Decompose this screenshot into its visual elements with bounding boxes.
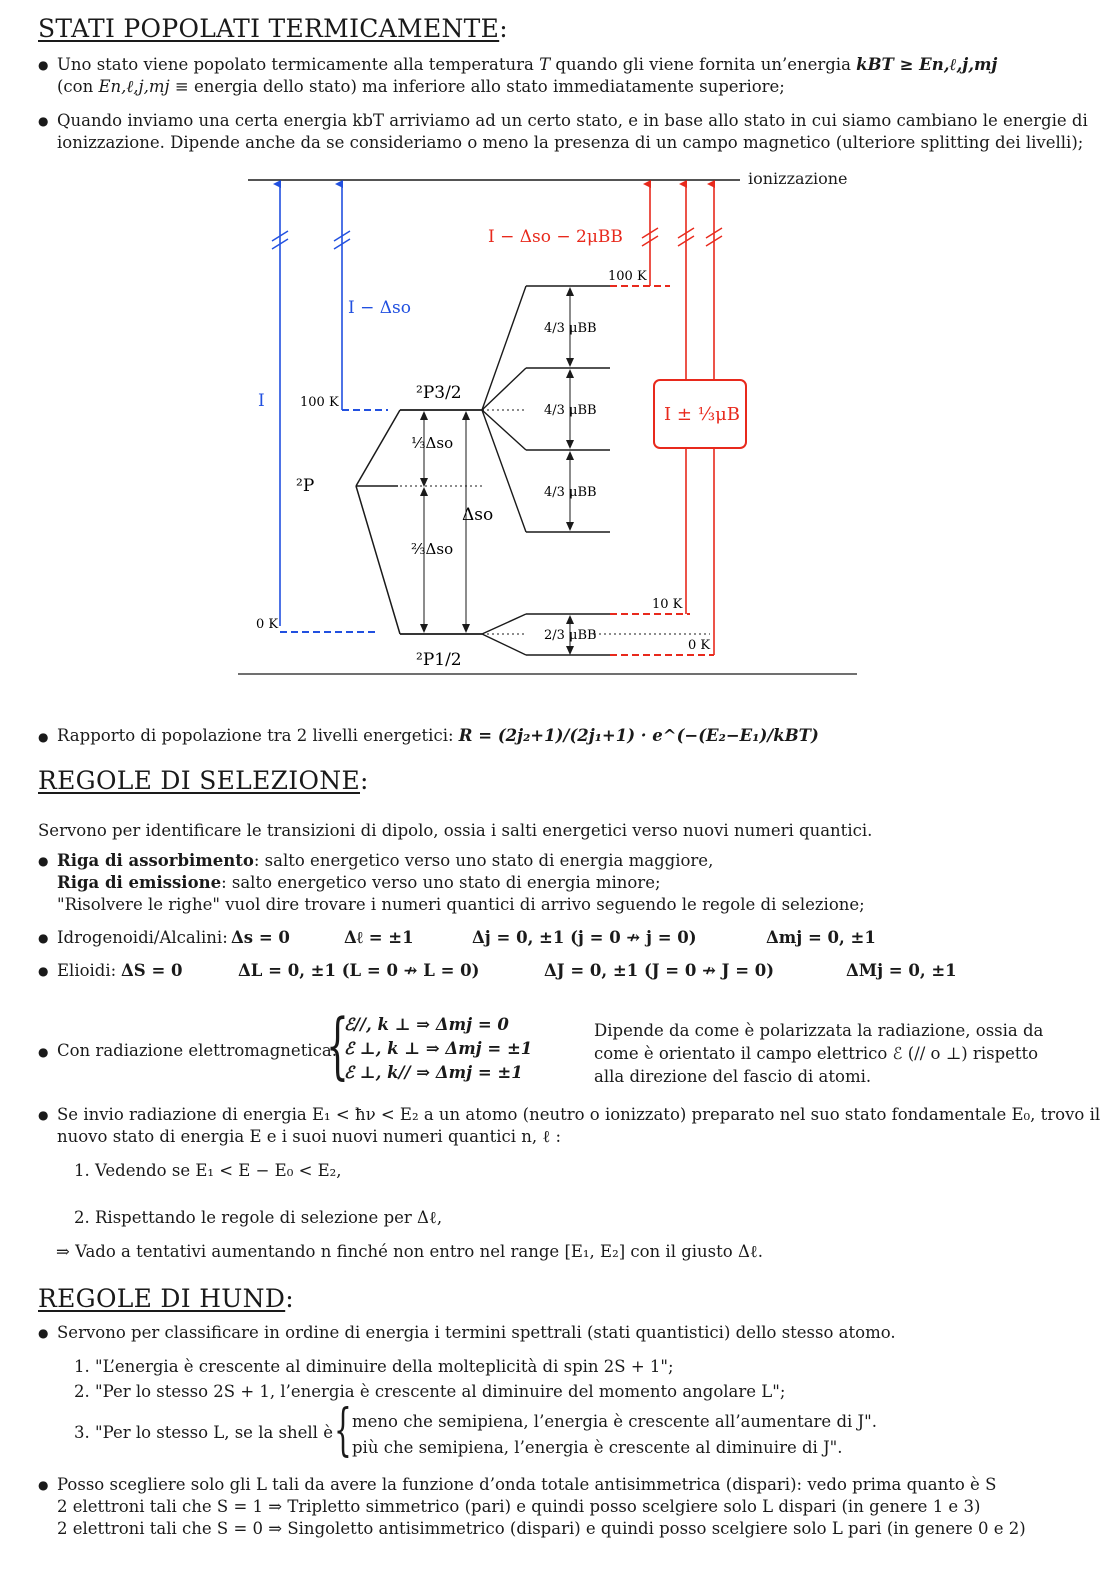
- hund-rule-1: 1. "L’energia è crescente al diminuire della molteplicità di spin 2S + 1";: [74, 1357, 674, 1376]
- state-2P3-2: ²P3/2: [416, 383, 462, 403]
- selezione-intro: Servono per identificare le transizioni di dipolo, ossia i salti energetici verso nuovi numeri quantici.: [38, 821, 873, 840]
- label-I-dso: I − Δso: [348, 298, 412, 318]
- ionization-label: ionizzazione: [748, 169, 848, 188]
- label-dso: Δso: [462, 505, 494, 525]
- regole-elioidi: ● Elioidi: ΔS = 0 ΔL = 0, ±1 (L = 0 ↛ L = 0) ΔJ = 0, ±1 (J = 0 ↛ J = 0) ΔMj = 0, ±1: [38, 961, 957, 980]
- bullet-rapporto: ● Rapporto di popolazione tra 2 livelli energetici: R = (2j₂+1)/(2j₁+1) · e^(−(E₂−E₁)/kBT): [38, 726, 819, 745]
- bullet-antisimmetrica: ● Posso scegliere solo gli L tali da avere la funzione d’onda totale antisimmetrica (dispari): vedo prima quanto è S 2 elettroni tali che S = 1 ⇒ Tripletto simmetrico (pari) e quindi posso scelgiere solo L dispari (in genere 1 e 3) 2 elettroni tali che S = 0 ⇒ Singoletto antisimmetrico (dispari) e quindi posso scelgiere solo L pari (in genere 0 e 2): [38, 1475, 1026, 1538]
- hund-rule-2: 2. "Per lo stesso 2S + 1, l’energia è crescente al diminuire del momento angolare L";: [74, 1382, 786, 1401]
- bullet-stato-popolato: ● Uno stato viene popolato termicamente alla temperatura T quando gli viene fornita un’energia kBT ≥ En,ℓ,j,mj (con En,ℓ,j,mj ≡ energia dello stato) ma inferiore allo stato immediatamente superiore;: [38, 55, 998, 96]
- label-two-thirds-dso: ⅔Δso: [411, 540, 454, 558]
- temp-0K-left: 0 K: [256, 617, 279, 632]
- section-title-hund: REGOLE DI HUND:: [38, 1284, 294, 1313]
- state-2P: ²P: [296, 476, 315, 496]
- temp-10K-right: 10 K: [652, 597, 683, 612]
- energy-level-diagram: [230, 158, 870, 683]
- state-2P1-2: ²P1/2: [416, 650, 462, 670]
- label-one-third-dso: ⅓Δso: [411, 434, 454, 452]
- regole-radiazione: ● Con radiazione elettromagnetica: { ℰ//, k ⊥ ⇒ Δmj = 0 ℰ ⊥, k ⊥ ⇒ Δmj = ±1 ℰ ⊥, k// ⇒ Δmj = ±1 Dipende da come è polarizzata la radiazione, ossia da come è orientato il campo elettrico ℰ (// o ⊥) rispetto alla direzione del fascio di atomi.: [38, 1003, 1044, 1087]
- label-mu-43-c: 4/3 μBB: [544, 485, 597, 500]
- label-red-ionization: I − Δso − 2μBB: [488, 227, 623, 247]
- label-mu-23: 2/3 μBB: [544, 628, 597, 643]
- label-mu-43-b: 4/3 μBB: [544, 403, 597, 418]
- hund-rule-3: 3. "Per lo stesso L, se la shell è { meno che semipiena, l’energia è crescente all’aumentare di J". più che semipiena, l’energia è crescente al diminuire di J".: [74, 1398, 877, 1463]
- hund-intro: ● Servono per classificare in ordine di energia i termini spettrali (stati quantistici) dello stesso atomo.: [38, 1323, 896, 1342]
- temp-100K-right: 100 K: [608, 269, 647, 284]
- section-title-stati: STATI POPOLATI TERMICAMENTE:: [38, 14, 508, 43]
- temp-0K-right: 0 K: [688, 638, 711, 653]
- label-mu-43-a: 4/3 μBB: [544, 321, 597, 336]
- bullet-righe: ● Riga di assorbimento: salto energetico verso uno stato di energia maggiore, Riga di emissione: salto energetico verso uno stato di energia minore; "Risolvere le righe" vuol dire trovare i numeri quantici di arrivo seguendo le regole di selezione;: [38, 851, 865, 914]
- label-red-box: I ± ⅓μB: [664, 404, 741, 425]
- label-I: I: [258, 391, 265, 411]
- section-title-selezione: REGOLE DI SELEZIONE:: [38, 766, 369, 795]
- bullet-invio-radiazione: ● Se invio radiazione di energia E₁ < ħν < E₂ a un atomo (neutro o ionizzato) preparato nel suo stato fondamentale E₀, trovo il nuovo stato di energia E e i suoi nuovi numeri quantici n, ℓ :: [38, 1105, 1101, 1146]
- step-conclusione: ⇒ Vado a tentativi aumentando n finché non entro nel range [E₁, E₂] con il giusto Δℓ.: [56, 1242, 764, 1261]
- temp-100K-left: 100 K: [300, 395, 339, 410]
- regole-idrogenoidi: ● Idrogenoidi/Alcalini: Δs = 0 Δℓ = ±1 Δj = 0, ±1 (j = 0 ↛ j = 0) Δmj = 0, ±1: [38, 928, 876, 947]
- step-2: 2. Rispettando le regole di selezione per Δℓ,: [74, 1208, 443, 1227]
- step-1: 1. Vedendo se E₁ < E − E₀ < E₂,: [74, 1161, 342, 1180]
- bullet-ionizzazione: ● Quando inviamo una certa energia kbT arriviamo ad un certo stato, e in base allo stato in cui siamo cambiano le energie di ionizzazione. Dipende anche da se consideriamo o meno la presenza di un campo magnetico (ulteriore splitting dei livelli);: [38, 111, 1088, 152]
